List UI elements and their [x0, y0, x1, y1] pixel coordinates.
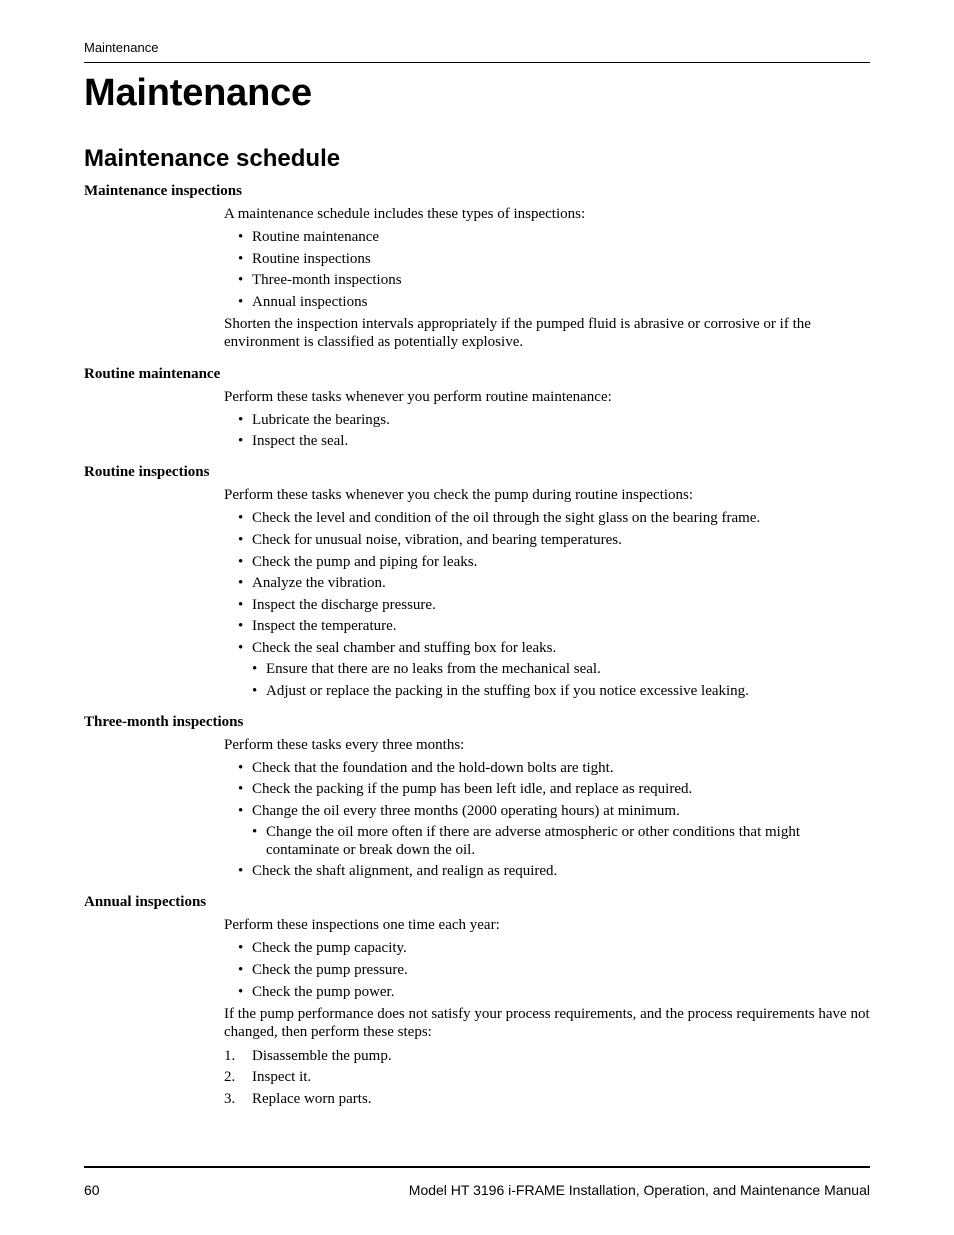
list-item: • Lubricate the bearings. [224, 411, 870, 429]
section-three-month-inspections [84, 713, 870, 881]
section-note: Shorten the inspection intervals appropriately if the pumped fluid is abrasive or corrosive or if the environment is classified as potentially explosive. [224, 315, 811, 350]
bullet-list [224, 939, 870, 1000]
list-item: • Inspect the seal. [224, 432, 870, 450]
bullet-list [224, 411, 870, 451]
bullet-list [224, 509, 870, 699]
list-item-text: Check the seal chamber and stuffing box for leaks. [252, 639, 557, 656]
section-intro: Perform these tasks whenever you check the pump during routine inspections: [224, 487, 694, 504]
section-intro: Perform these tasks every three months: [224, 736, 465, 753]
page-title: Maintenance [84, 72, 312, 114]
section-note: If the pump performance does not satisfy your process requirements, and the process requirements have not changed, then perform these steps: [224, 1005, 870, 1040]
step-text: Inspect it. [252, 1069, 312, 1086]
step-text: Replace worn parts. [252, 1090, 372, 1107]
list-item: • Check that the foundation and the hold-down bolts are tight. [224, 759, 870, 777]
section-routine-maintenance [84, 365, 870, 451]
running-header: Maintenance [84, 40, 159, 55]
sub-bullet-list [252, 660, 870, 700]
section-routine-inspections [84, 463, 870, 699]
section-heading: Three-month inspections [84, 713, 244, 730]
list-item: • Check the pump capacity. [224, 939, 870, 957]
section-title: Maintenance schedule [84, 145, 341, 172]
manual-title: Model HT 3196 i-FRAME Installation, Operation, and Maintenance Manual [408, 1182, 870, 1198]
numbered-steps [224, 1047, 870, 1108]
step-text: Disassemble the pump. [252, 1047, 392, 1064]
sub-list-item: • Ensure that there are no leaks from the mechanical seal. [252, 660, 870, 678]
list-item: • Check the pump pressure. [224, 961, 870, 979]
list-item: • Check the packing if the pump has been left idle, and replace as required. [224, 780, 870, 798]
section-heading: Annual inspections [84, 894, 207, 911]
section-heading: Routine inspections [84, 464, 210, 481]
section-intro: A maintenance schedule includes these types of inspections: [224, 206, 586, 222]
list-item: • Analyze the vibration. [224, 574, 870, 592]
footer-rule [84, 1166, 870, 1168]
list-item: • Check the shaft alignment, and realign as required. [224, 862, 870, 880]
list-item: • Annual inspections [224, 293, 870, 311]
list-item: • Check the pump power. [224, 983, 870, 1001]
list-item: • Check for unusual noise, vibration, and bearing temperatures. [224, 531, 870, 549]
step-number: 3. [224, 1090, 236, 1107]
page-content [84, 182, 870, 1111]
list-item: • Check the level and condition of the oil through the sight glass on the bearing frame. [224, 509, 870, 527]
list-item [224, 639, 870, 700]
step-number: 2. [224, 1069, 236, 1086]
list-item: • Three-month inspections [224, 271, 870, 289]
section-maintenance-inspections [84, 182, 870, 351]
section-heading: Routine maintenance [84, 365, 221, 382]
step-item [224, 1068, 870, 1086]
section-intro: Perform these inspections one time each year: [224, 917, 500, 934]
section-annual-inspections [84, 893, 870, 1107]
section-heading: Maintenance inspections [84, 183, 242, 199]
list-item: • Check the pump and piping for leaks. [224, 553, 870, 571]
list-item: • Routine maintenance [224, 228, 870, 246]
step-item [224, 1090, 870, 1108]
sub-list-item: • Adjust or replace the packing in the stuffing box if you notice excessive leaking. [252, 682, 870, 700]
list-item: • Inspect the temperature. [224, 617, 870, 635]
list-item: • Routine inspections [224, 250, 870, 268]
section-intro: Perform these tasks whenever you perform routine maintenance: [224, 388, 612, 405]
sub-list-item: • Change the oil more often if there are adverse atmospheric or other conditions that might contaminate or break down the oil. [252, 823, 870, 859]
page-number: 60 [84, 1182, 100, 1198]
list-item-text: Change the oil every three months (2000 operating hours) at minimum. [252, 802, 680, 819]
bullet-list [224, 759, 870, 881]
list-item: • Inspect the discharge pressure. [224, 596, 870, 614]
step-number: 1. [224, 1047, 236, 1064]
header-rule [84, 62, 870, 63]
step-item [224, 1047, 870, 1065]
list-item [224, 802, 870, 859]
bullet-list [224, 228, 870, 311]
sub-bullet-list [252, 823, 870, 859]
